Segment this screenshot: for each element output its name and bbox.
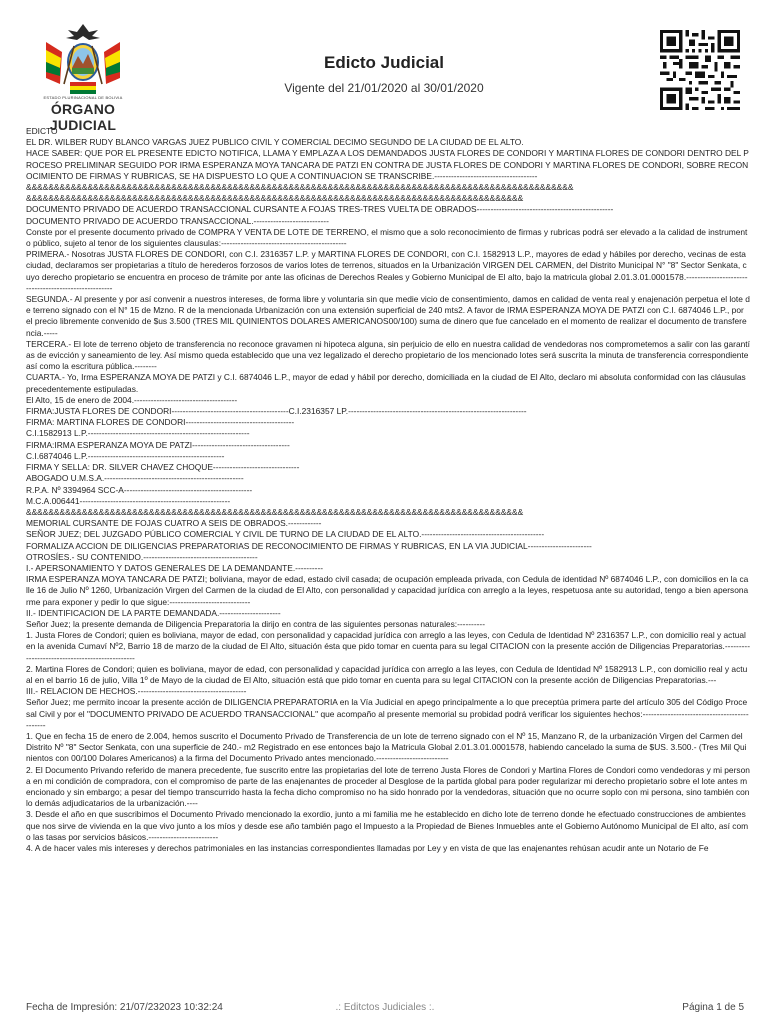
- edict-body: [26, 126, 750, 998]
- body-paragraph: EDICTO: [26, 126, 58, 136]
- body-paragraph: DOCUMENTO PRIVADO DE ACUERDO TRANSACCIONAL.---------------------------: [26, 215, 329, 226]
- body-paragraph: HACE SABER: QUE POR EL PRESENTE EDICTO NOTIFICA, LLAMA Y EMPLAZA A LOS DEMANDADOS JUSTA FLORES DE CONDORI Y MARTINA FLORES DE CONDORI DENTRO DEL PROCESO PRELIMINAR SEGUIDO POR IRMA ESPERANZA MOYA TANCARA DE PATZI EN CONTRA DE JUSTA FLORES DE CONDORI Y MARTINA FLORES DE CONDORI, SOBRE RECONOCIMIENTO DE FIRMAS Y RUBRICAS, SE HA DISPUESTO LO QUE A CONTINUACION SE TRANSCRIBE.-------------------------------------: [26, 148, 749, 181]
- body-paragraph: MEMORIAL CURSANTE DE FOJAS CUATRO A SEIS DE OBRADOS.------------: [26, 518, 322, 529]
- body-paragraph: II.- IDENTIFICACION DE LA PARTE DEMANDADA.----------------------: [26, 607, 281, 618]
- body-paragraph: 4. A de hacer vales mis intereses y derechos patrimoniales en las instancias correspondientes llamadas por Ley y en vista de que las enajenantes rehúsan acudir ante un Notario de Fe: [26, 843, 709, 853]
- body-paragraph: FIRMA:JUSTA FLORES DE CONDORI------------------------------------------C.I.2316357 LP.----------------------------------------------------------------: [26, 406, 527, 417]
- body-paragraph: 3. Desde el año en que suscribimos el Documento Privado mencionado la exordio, junto a mi familia me he establecido en dicho lote de terreno donde he efectuado construcciones de ambientes que nos sirve de vivienda en la que vivo junto a los míos y desde ese año también pago el Impuesto a la Propiedad de Bienes Inmuebles ante el Gobierno Autónomo Municipal de El alto, así como las tasas por servicios básicos.-------------------------: [26, 809, 749, 842]
- body-paragraph: PRIMERA.- Nosotras JUSTA FLORES DE CONDORI, con C.I. 2316357 L.P. y MARTINA FLORES DE CONDORI, con C.I. 1582913 L.P., mayores de edad y hábiles por derecho, vecinas de esta ciudad, declaramos ser propietarias a título de herederos forzosos de varios lotes de terrenos, situados en la Urbanización VIRGEN DEL CARMEN, del Distrito Municipal N° "8" Sector Senkata, cuyo derecho propietario se encuentra en proceso de trámite por ante las oficinas de Derechos Reales y Gobierno Municipal de El alto, bajo la matricula global 2.01.3.01.0001578.-----------------------------------------------------: [26, 249, 748, 293]
- body-paragraph: &&&&&&&&&&&&&&&&&&&&&&&&&&&&&&&&&&&&&&&&&&&&&&&&&&&&&&&&&&&&&&&&&&&&&&&&&&&&&&&&&&&&&&&&&: [26, 193, 524, 204]
- body-paragraph: OTROSÍES.- SU CONTENIDO.-----------------------------------------: [26, 551, 258, 562]
- logo-organ-name: ÓRGANO JUDICIAL: [49, 101, 117, 133]
- body-paragraph: R.P.A. Nº 3394964 SCC-A----------------------------------------------: [26, 484, 253, 495]
- body-paragraph: Conste por el presente documento privado de COMPRA Y VENTA DE LOTE DE TERRENO, el mismo que a solo reconocimiento de firmas y rubricas podrá ser elevado a la calidad de instrumento público, sujeto al tenor de los siguientes clausulas:---------------------------------------------: [26, 226, 748, 249]
- body-paragraph: &&&&&&&&&&&&&&&&&&&&&&&&&&&&&&&&&&&&&&&&&&&&&&&&&&&&&&&&&&&&&&&&&&&&&&&&&&&&&&&&&&&&&&&&&&&&&&&&&&: [26, 182, 574, 193]
- body-paragraph: DOCUMENTO PRIVADO DE ACUERDO TRANSACCIONAL CURSANTE A FOJAS TRES-TRES VUELTA DE OBRADOS-------------------------------------------------: [26, 204, 614, 215]
- body-paragraph: Señor Juez; la presente demanda de Diligencia Preparatoria la dirijo en contra de las siguientes personas naturales:----------: [26, 618, 485, 629]
- body-paragraph: CUARTA.- Yo, Irma ESPERANZA MOYA DE PATZI y C.I. 6874046 L.P., mayor de edad y hábil por derecho, domiciliada en la ciudad de El Alto, declaro mi absoluta conformidad con las cláusulas precedentemente estipuladas.: [26, 372, 746, 394]
- print-date: Fecha de Impresión: 21/07/232023 10:32:24: [26, 1002, 223, 1013]
- body-paragraph: TERCERA.- El lote de terreno objeto de transferencia no reconoce gravamen ni hipoteca alguna, sin perjuicio de ello en nuestra calidad de vendedoras nos comprometemos a salir con las garantías de evicción y saneamiento de ley. Así mismo queda establecido que una vez legalizado el derecho propietario de los mencionado lotes será suscrita la minuta de transferencia correspondiente así como la escritura pública.--------: [26, 338, 750, 372]
- body-paragraph: I.- APERSONAMIENTO Y DATOS GENERALES DE LA DEMANDANTE.----------: [26, 562, 324, 573]
- body-paragraph: ABOGADO U.M.S.A.--------------------------------------------------: [26, 473, 244, 484]
- body-paragraph: 1. Que en fecha 15 de enero de 2.004, hemos suscrito el Documento Privado de Transferencia de un lote de terreno signado con el Nº 15, Manzano R, de la urbanización Virgen del Carmen del Distrito Nº "8" Sector Senkata, con una superficie de 240.- m2 Registrado en ese entonces bajo la Matricula Global 2.01.3.01.0001578, habiendo cancelado la suma de $US. 3.500.- (Tres Mil Quinientos con 00/100 Dolares Americanos) a la firma del Documento Privado antes mencionado.--------------------------: [26, 730, 747, 764]
- qr-code-icon: [660, 30, 740, 110]
- body-paragraph: IRMA ESPERANZA MOYA TANCARA DE PATZI; boliviana, mayor de edad, estado civil casada; de ocupación empleada privada, con Cedula de identidad Nº 6874046 L.P., con domicilios en la calle 16 de Julio Nº 1260, Urbanización Virgen del Carmen de la ciudad de El Alto, con personalidad y capacidad jurídica con arreglo a la leyes, respetuosa ante su autoridad, tengo a bien apersonarme para exponer y pedir lo que sigue:-----------------------------: [26, 574, 749, 607]
- body-paragraph: &&&&&&&&&&&&&&&&&&&&&&&&&&&&&&&&&&&&&&&&&&&&&&&&&&&&&&&&&&&&&&&&&&&&&&&&&&&&&&&&&&&&&&&&&: [26, 506, 524, 517]
- body-paragraph: SEGUNDA.- Al presente y por así convenir a nuestros intereses, de forma libre y voluntaria sin que medie vicio de consentimiento, damos en calidad de venta real y enajenación perpetua el lote de terreno signado con el N° 15 de Mzno. R de la mencionada Urbanización con una extensión superficial de 240 mts2. A favor de IRMA ESPERANZA MOYA DE PATZI con C.I. 6874046 L.P., por el precio libremente convenido de $us 3.500 (TRES MIL QUINIENTOS DOLARES AMERICANOS00/100) suma de dinero que fue cancelado en el momento de realizar el documento de transferencia.-----: [26, 294, 750, 338]
- page-header: [0, 0, 768, 133]
- body-paragraph: EL DR. WILBER RUDY BLANCO VARGAS JUEZ PUBLICO CIVIL Y COMERCIAL DECIMO SEGUNDO DE LA CIUDAD DE EL ALTO.: [26, 137, 524, 148]
- body-paragraph: C.I.6874046 L.P.-------------------------------------------------: [26, 450, 225, 461]
- body-paragraph: 1. Justa Flores de Condori; quien es boliviana, mayor de edad, con personalidad y capacidad jurídica con arreglo a las leyes, con Cedula de Identidad Nº 2316357 L.P., con domicilio real y actual en la avenida Cumaví Nº2, Barrio 18 de marzo de la ciudad de El Alto, situación ésta que pido tomar en cuenta para su legal CITACION con la presente acción de Diligencias Preparatorias.------------------------------------------------: [26, 630, 750, 663]
- body-paragraph: Señor Juez; me permito incoar la presente acción de DILIGENCIA PREPARATORIA en la Vía Judicial en apego principalmente a lo que preceptúa primera parte del artículo 305 del Código Procesal Civil y por el "DOCUMENTO PRIVADO DE ACUERDO TRANSACCIONAL" que acompaño al presente memorial su probidad podrá verificar los siguientes hechos:---------------------------------------------: [26, 697, 749, 730]
- body-paragraph: 2. El Documento Privando referido de manera precedente, fue suscrito entre las propietarias del lote de terreno Justa Flores de Condori y Martina Flores de Condori como vendedoras y mi persona en mi condición de compradora, con el compromiso de parte de las enajenantes de proceder al Desglose de la partida global para poder regularizar mi derecho propietario sobre el lote antes mencionado y sin embargo; a pesar del tiempo transcurrido hasta la fecha dicho compromiso no ha sido honrado por la vendedoras, situación que no ocurre soplo con mi persona, sino también con lo demás adjudicatarios de la urbanización.----: [26, 764, 750, 809]
- body-paragraph: SEÑOR JUEZ; DEL JUZGADO PÚBLICO COMERCIAL Y CIVIL DE TURNO DE LA CIUDAD DE EL ALTO.--------------------------------------------: [26, 529, 545, 540]
- validity-period: Vigente del 21/01/2020 al 30/01/2020: [284, 81, 484, 95]
- body-paragraph: FIRMA Y SELLA: DR. SILVER CHAVEZ CHOQUE-------------------------------: [26, 462, 300, 473]
- body-paragraph: C.I.1582913 L.P.----------------------------------------------------------: [26, 428, 250, 439]
- logo-state-text: ESTADO PLURINACIONAL DE BOLIVIA: [43, 95, 123, 100]
- page-title: Edicto Judicial: [324, 53, 444, 72]
- body-paragraph: El Alto, 15 de enero de 2004.-------------------------------------: [26, 394, 238, 405]
- body-paragraph: 2. Martina Flores de Condori; quien es boliviana, mayor de edad, con personalidad y capacidad jurídica con arreglo a las leyes, con Cedula de Identidad Nº 1582913 L.P., con domicilio real y actual en el barrio 16 de julio, Villa 1º de Mayo de la ciudad de El Alto, situación está que pido tomar en cuenta para su legal CITACION con la presente acción de Diligencias Preparatorias.---: [26, 663, 748, 685]
- footer-section-label: .: Editctos Judiciales :.: [335, 1002, 435, 1013]
- page-footer: [26, 1002, 744, 1016]
- page-number: Página 1 de 5: [682, 1002, 744, 1013]
- body-paragraph: III.- RELACION DE HECHOS.---------------------------------------: [26, 686, 247, 697]
- body-paragraph: FIRMA:IRMA ESPERANZA MOYA DE PATZI-----------------------------------: [26, 439, 290, 450]
- body-paragraph: FIRMA: MARTINA FLORES DE CONDORI---------------------------------------: [26, 417, 295, 428]
- body-paragraph: M.C.A.006441------------------------------------------------------: [26, 495, 231, 506]
- body-paragraph: FORMALIZA ACCION DE DILIGENCIAS PREPARATORIAS DE RECONOCIMIENTO DE FIRMAS Y RUBRICAS, EN LA VIA JUDICIAL-----------------------: [26, 540, 592, 551]
